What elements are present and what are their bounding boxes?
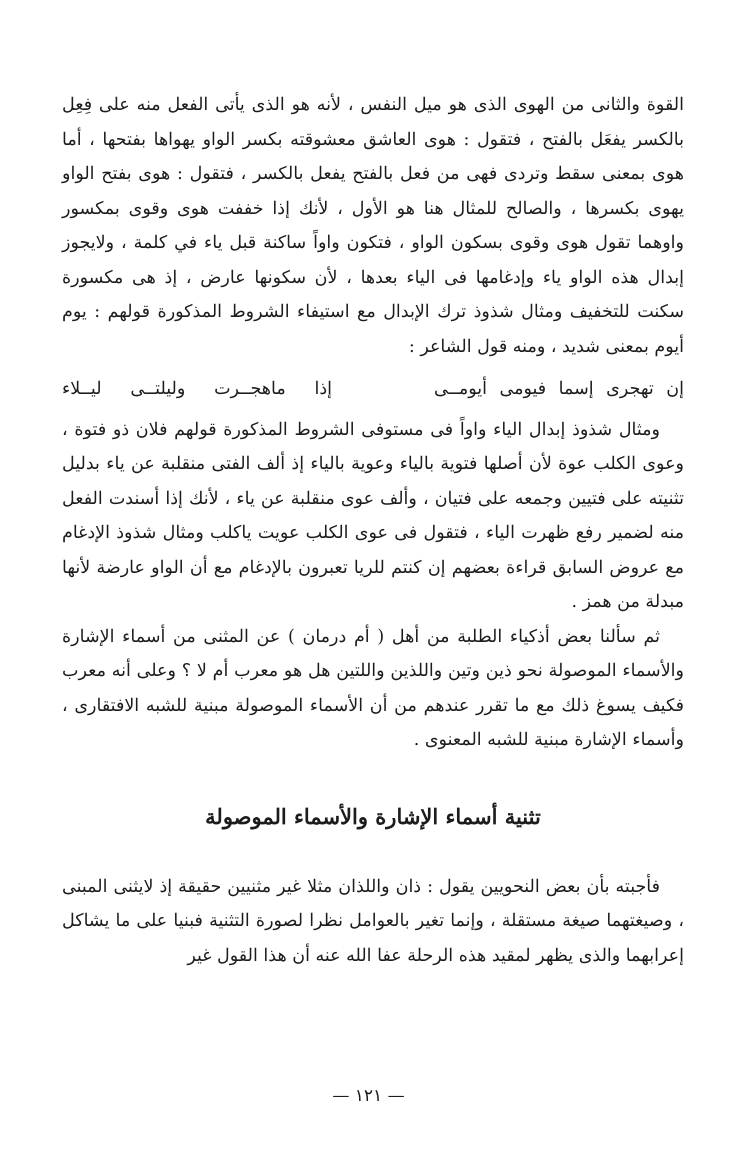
verse-first-hemistich: إن تهجرى إسما فيومى أيومــى — [434, 379, 684, 399]
page-body — [62, 88, 684, 973]
paragraph-3: ثم سألنا بعض أذكياء الطلبة من أهل ( أم درمان ) عن المثنى من أسماء الإشارة والأسماء الموصولة نحو ذين وتين واللذين واللتين هل هو معرب أم لا ؟ وعلى أنه معرب فكيف يسوغ ذلك مع ما تقرر عندهم من أن الأسماء الموصولة مبنية للشبه الافتقارى ، وأسماء الإشارة مبنية للشبه المعنوى . — [62, 626, 684, 750]
paragraph-4: فأجبته بأن بعض النحويين يقول : ذان واللذان مثلا غير مثنيين حقيقة إذ لايثنى المبنى ، وصيغتهما صيغة مستقلة ، وإنما تغير بالعوامل نظرا لصورة التثنية فبنيا على ما يشاكل إعرابهما والذى يظهر لمقيد هذه الرحلة عفا الله عنه أن هذا القول غير — [62, 876, 684, 966]
paragraph-2: ومثال شذوذ إبدال الياء واواً فى مستوفى الشروط المذكورة قولهم فلان ذو فتوة ، وعوى الكلب عوة لأن أصلها فتوية بالياء وعوية بالياء إذ ألف الفتى منقلبة عن ياء بدليل تثنيته على فتيين وجمعه على فتيان ، وألف عوى منقلبة عن ياء ، لأنك إذا أسندت الفعل منه لضمير رفع ظهرت الياء ، فتقول فى عوى الكلب عويت ياكلب ومثال شذوذ الإدغام مع عروض السابق قراءة بعضهم إن كنتم للريا تعبرون بالإدغام مع أن الواو عارضة لأنها مبدلة من همز . — [62, 419, 684, 612]
verse-second-hemistich: إذا ماهجــرت وليلتــى ليــلاء — [62, 379, 332, 399]
poetry-verse — [62, 372, 684, 407]
section-heading: تثنية أسماء الإشارة والأسماء الموصولة — [205, 803, 541, 829]
paragraph-1: القوة والثانى من الهوى الذى هو ميل النفس ، لأنه هو الذى يأتى الفعل منه على فِعِل بالكسر يفعَل بالفتح ، فتقول : هوى العاشق معشوقته بكسر الواو يهواها بفتحها ، أما هوى بمعنى سقط وتردى فهى من فعل بالفتح يفعل بالكسر ، فتقول : هوى بفتح الواو يهوى بكسرها ، والصالح للمثال هنا هو الأول ، لأنك إذا خففت هوى وقوى بمكسور واوهما تقول هوى وقوى بسكون الواو ، فتكون واواً ساكنة قبل ياء في كلمة ، ولايجوز إبدال هذه الواو ياء وإدغامها فى الياء بعدها ، لأن سكونها عارض ، إذ هى مكسورة سكنت للتخفيف ومثال شذوذ ترك الإبدال مع استيفاء الشروط المذكورة قولهم : يوم أيوم بمعنى شديد ، ومنه قول الشاعر : — [62, 95, 684, 357]
page-number: — ١٢١ — — [332, 1086, 405, 1106]
